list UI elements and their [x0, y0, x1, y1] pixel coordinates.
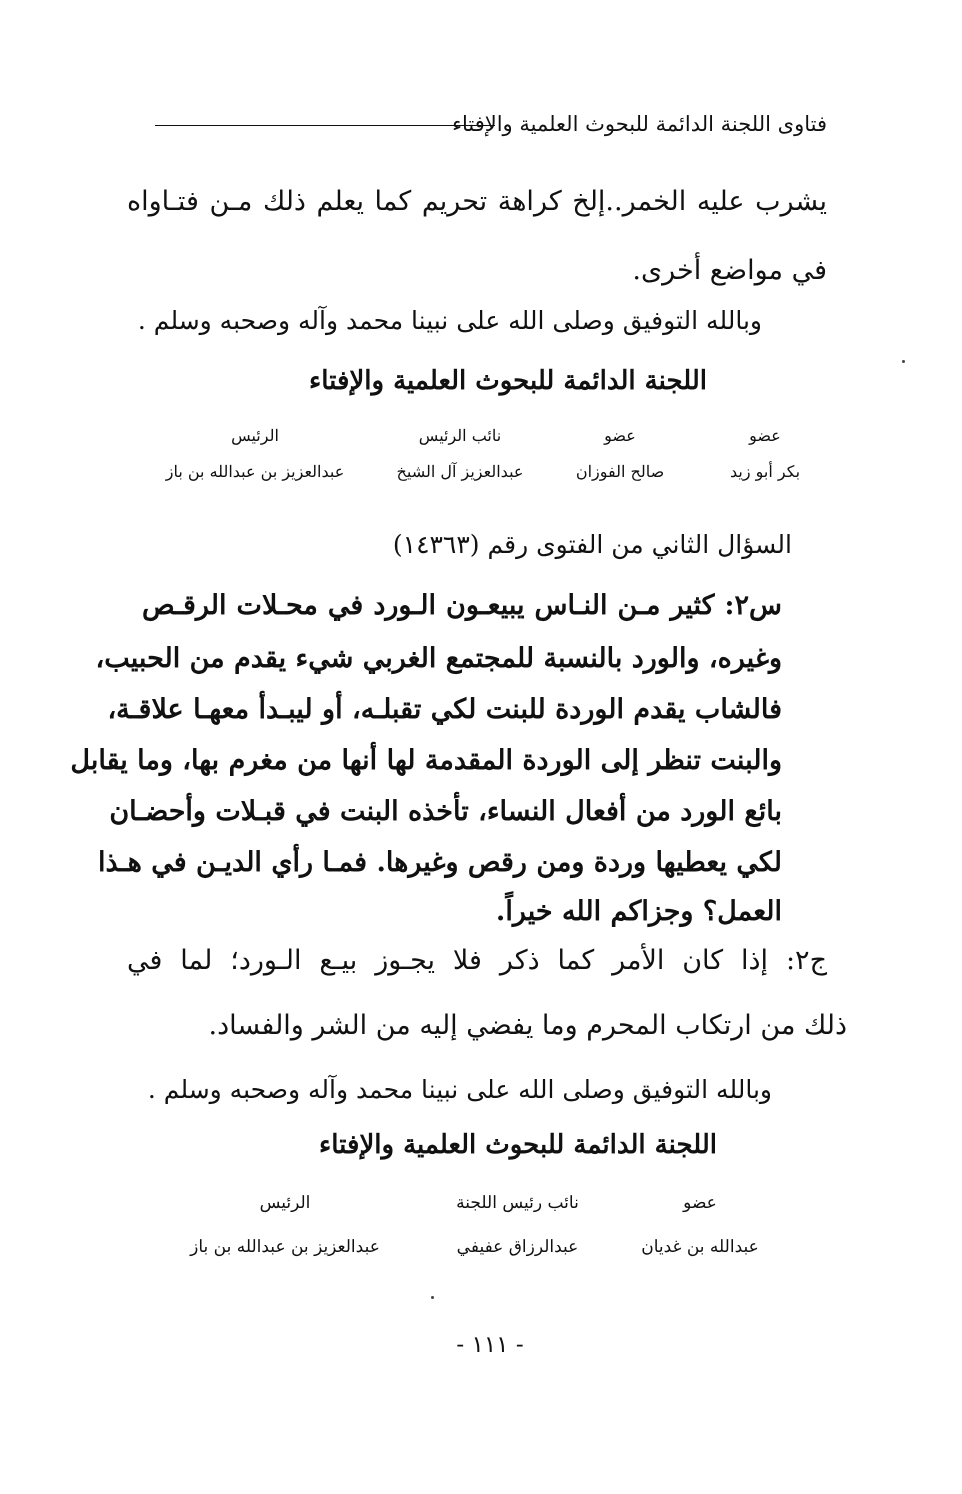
question-line: العمل؟ وجزاكم الله خيراً. — [495, 896, 782, 927]
question-line: لكي يعطيها وردة ومن رقص وغيرها. فمـا رأي الديـن في هـذا — [98, 847, 782, 878]
signatory-name: صالح الفوزان — [575, 462, 665, 481]
question-line: وغيره، والورد بالنسبة للمجتمع الغربي شيء يقدم من الحبيب، — [95, 643, 782, 674]
question-line: والبنت تنظر إلى الوردة المقدمة لها أنها من مغرم بها، وما يقابل — [70, 745, 782, 776]
question-line: فالشاب يقدم الوردة للبنت لكي تقبلـه، أو ليبـدأ معهـا علاقـة، — [107, 694, 782, 725]
signatory-name: عبدالعزيز بن عبدالله بن باز — [165, 462, 345, 481]
signatory-role: نائب الرئيس — [418, 426, 502, 445]
signatory-role: الرئيس — [231, 426, 279, 445]
paragraph-line: في مواضع أخرى. — [632, 255, 827, 286]
question-heading: السؤال الثاني من الفتوى رقم (١٤٣٦٣) — [392, 530, 792, 559]
closing-line: وبالله التوفيق وصلى الله على نبينا محمد وآله وصحبه وسلم . — [137, 306, 762, 335]
page-number: - ١١١ - — [456, 1332, 524, 1358]
signatory-role: عضو — [683, 1193, 717, 1213]
signatory-name: عبدالعزيز آل الشيخ — [396, 462, 524, 481]
answer-line: ج٢: إذا كان الأمر كما ذكر فلا يجـوز بيـع الـورد؛ لما في — [127, 945, 827, 976]
committee-title: اللجنة الدائمة للبحوث العلمية والإفتاء — [319, 1130, 717, 1160]
signatory-name: عبدالعزيز بن عبدالله بن باز — [190, 1237, 380, 1257]
question-line: بائع الورد من أفعال النساء، تأخذه البنت في قبـلات وأحضـان — [109, 796, 782, 827]
committee-title: اللجنة الدائمة للبحوث العلمية والإفتاء — [309, 366, 707, 396]
signatory-role: الرئيس — [259, 1193, 311, 1213]
paragraph-line: يشرب عليه الخمر..إلخ كراهة تحريم كما يعلم ذلك مـن فتـاواه — [127, 186, 827, 217]
signatory-role: عضو — [749, 426, 781, 445]
signatory-name: عبدالرزاق عفيفي — [456, 1237, 579, 1257]
print-speck — [902, 360, 905, 363]
print-speck — [431, 1296, 434, 1299]
signatory-role: نائب رئيس اللجنة — [456, 1193, 579, 1213]
running-header: فتاوى اللجنة الدائمة للبحوث العلمية والإفتاء — [452, 112, 827, 136]
question-line: س٢: كثير مـن النـاس يبيعـون الـورد في محـلات الرقـص — [142, 590, 782, 621]
signatory-role: عضو — [604, 426, 636, 445]
closing-line: وبالله التوفيق وصلى الله على نبينا محمد وآله وصحبه وسلم . — [147, 1075, 772, 1104]
signatory-name: عبدالله بن غديان — [641, 1237, 759, 1257]
header-rule — [155, 125, 495, 126]
answer-line: ذلك من ارتكاب المحرم وما يفضي إليه من الشر والفساد. — [208, 1010, 847, 1041]
signatory-name: بكر أبو زيد — [729, 462, 801, 481]
